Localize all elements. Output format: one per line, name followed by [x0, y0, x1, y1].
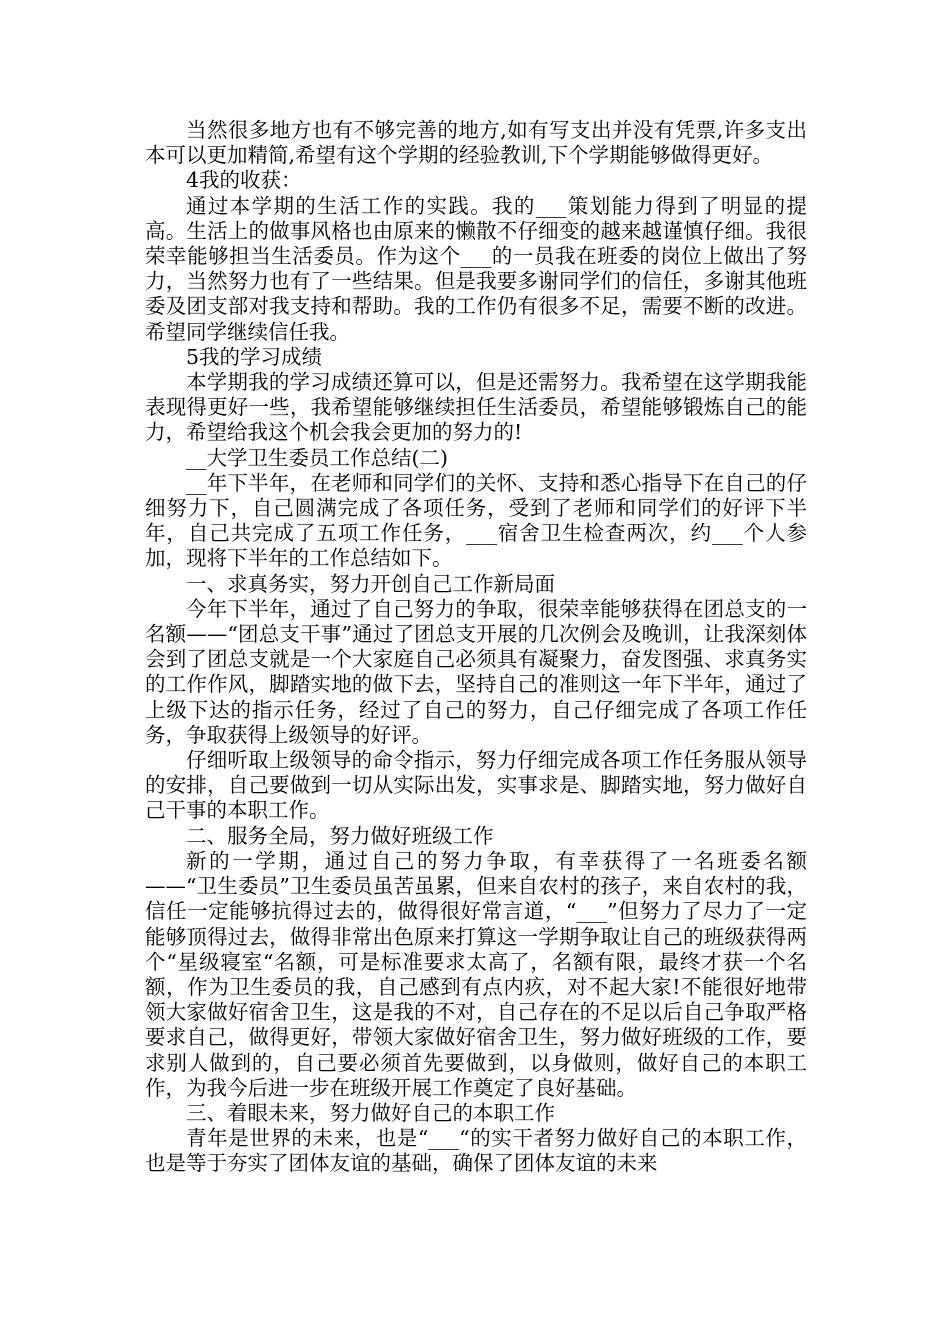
paragraph: 今年下半年，通过了自己努力的争取，很荣幸能够获得在团总支的一名额——“团总支干事”通过了团总支开展的几次例会及晚训，让我深刻体会到了团总支就是一个大家庭自己必须具有凝聚力，奋发图强、求真务实的工作作风，脚踏实地的做下去，坚持自己的准则这一年下半年，通过了上级下达的指示任务，经过了自己的努力，自己仔细完成了各项工作任务，争取获得上级领导的好评。	[145, 596, 807, 747]
section-heading: 一、求真务实，努力开创自己工作新局面	[186, 571, 555, 596]
section-heading: 4我的收获：	[186, 168, 302, 193]
document-subtitle: __大学卫生委员工作总结(二)	[186, 445, 448, 470]
paragraph: 通过本学期的生活工作的实践。我的___策划能力得到了明显的提高。生活上的做事风格也由原来的懒散不仔细变的越来越谨慎仔细。我很荣幸能够担当生活委员。作为这个___的一员我在班委的岗位上做出了努力，当然努力也有了一些结果。但是我要多谢同学们的信任，多谢其他班委及团支部对我支持和帮助。我的工作仍有很多不足，需要不断的改进。希望同学继续信任我。	[145, 193, 807, 344]
paragraph: 本学期我的学习成绩还算可以，但是还需努力。我希望在这学期我能表现得更好一些，我希望能够继续担任生活委员，希望能够锻炼自己的能力，希望给我这个机会我会更加的努力的!	[145, 370, 807, 445]
section-heading: 三、着眼未来，努力做好自己的本职工作	[186, 1100, 555, 1125]
section-heading: 二、服务全局，努力做好班级工作	[186, 823, 494, 848]
paragraph: __年下半年，在老师和同学们的关怀、支持和悉心指导下在自己的仔细努力下，自己圆满完成了各项任务，受到了老师和同学们的好评下半年，自己共完成了五项工作任务，___宿舍卫生检查两次，约___个人参加，现将下半年的工作总结如下。	[145, 470, 807, 571]
paragraph: 青年是世界的未来，也是“___“的实干者努力做好自己的本职工作，也是等于夯实了团体友谊的基础，确保了团体友谊的未来	[145, 1126, 807, 1176]
section-heading: 5我的学习成绩	[186, 344, 323, 369]
paragraph: 当然很多地方也有不够完善的地方,如有写支出并没有凭票,许多支出本可以更加精简,希望有这个学期的经验教训,下个学期能够做得更好。	[145, 118, 807, 168]
document-page	[145, 118, 807, 1177]
paragraph: 仔细听取上级领导的命令指示，努力仔细完成各项工作任务服从领导的安排，自己要做到一切从实际出发，实事求是、脚踏实地，努力做好自己干事的本职工作。	[145, 748, 807, 823]
paragraph: 新的一学期，通过自己的努力争取，有幸获得了一名班委名额——“卫生委员”卫生委员虽苦虽累，但来自农村的孩子，来自农村的我，信任一定能够抗得过去的，做得很好常言道，“___”但努力了尽力了一定能够顶得过去，做得非常出色原来打算这一学期争取让自己的班级获得两个“星级寝室“名额，可是标准要求太高了，名额有限，最终才获一个名额，作为卫生委员的我，自己感到有点内疚，对不起大家!不能很好地带领大家做好宿舍卫生，这是我的不对，自己存在的不足以后自己争取严格要求自己，做得更好，带领大家做好宿舍卫生，努力做好班级的工作，要求别人做到的，自己要必须首先要做到，以身做则，做好自己的本职工作，为我今后进一步在班级开展工作奠定了良好基础。	[145, 848, 807, 1100]
